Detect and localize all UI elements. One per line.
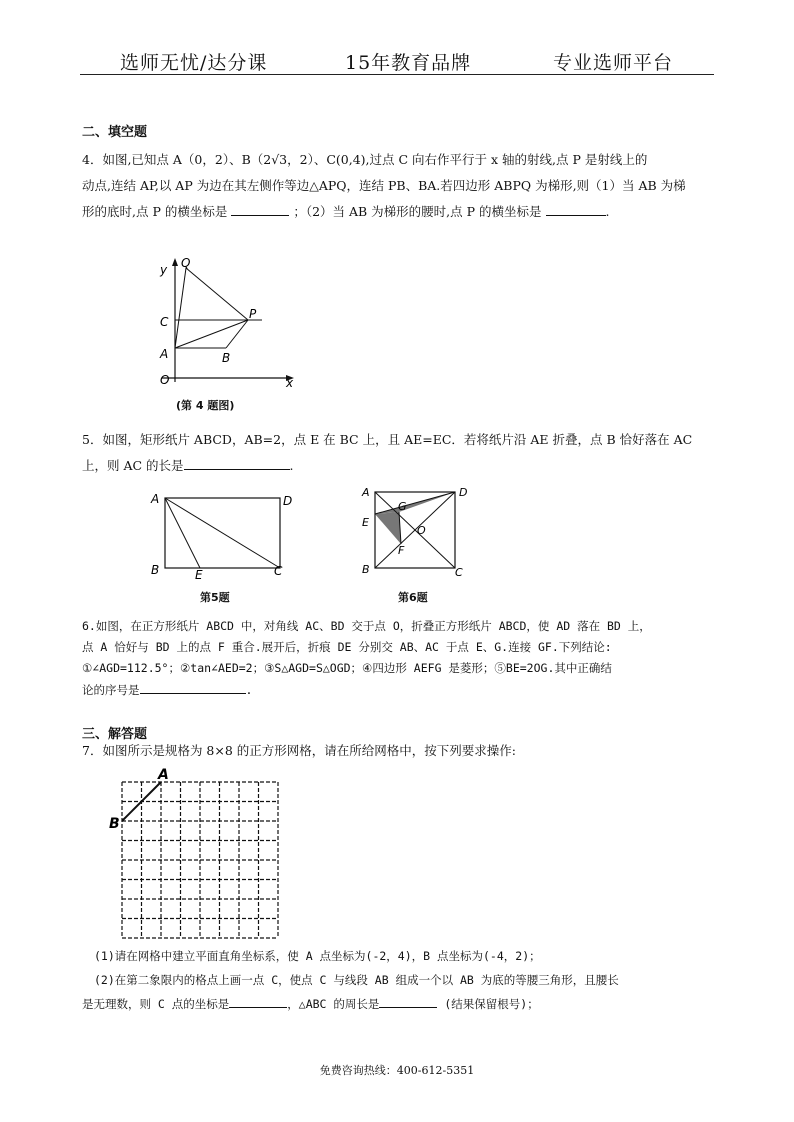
q6-line4 xyxy=(82,679,722,701)
q7-subquestions xyxy=(82,944,722,1016)
y-axis-arrow-icon xyxy=(172,258,178,266)
q6-figure-caption: 第6题 xyxy=(398,591,428,604)
header-slogan: 15年教育品牌 xyxy=(345,52,472,74)
label-o: O xyxy=(417,524,426,537)
q7-answer-blank-c[interactable] xyxy=(229,993,287,1008)
label-o: O xyxy=(160,373,170,387)
q5-line2-part1: 上，则 AC 的长是 xyxy=(82,458,184,473)
label-a: A xyxy=(158,767,169,783)
q5-line1: 5．如图，矩形纸片 ABCD，AB=2，点 E 在 BC 上，且 AE=EC．若将纸片沿 AE 折叠，点 B 恰好落在 AC xyxy=(82,432,693,447)
q5-line2-end: . xyxy=(289,458,294,473)
q6-line2: 点 A 恰好与 BD 上的点 F 重合.展开后，折痕 DE 分别交 AB、AC 于点 E、G.连接 GF.下列结论: xyxy=(82,640,612,654)
segment-qa xyxy=(175,268,186,348)
q6-text xyxy=(82,616,722,701)
q4-answer-blank-1[interactable] xyxy=(231,201,289,216)
label-e: E xyxy=(195,568,203,582)
label-a: A xyxy=(151,492,160,506)
q4-figure xyxy=(150,252,310,392)
q7-grid xyxy=(105,765,285,945)
label-b: B xyxy=(109,816,120,832)
q4-line3-part1: 形的底时,点 P 的横坐标是 xyxy=(82,204,228,219)
q6-line4-part1: 论的序号是 xyxy=(82,683,140,697)
q4-line3 xyxy=(82,199,722,225)
footer-hotline: 免费咨询热线：400-612-5351 xyxy=(319,1064,475,1077)
shaded-triangle-bottom xyxy=(375,512,401,544)
q7-line1: 7．如图所示是规格为 8×8 的正方形网格，请在所给网格中，按下列要求操作: xyxy=(82,743,516,758)
q4-line1: 4．如图,已知点 A（0，2）、B（2√3，2）、C(0,4),过点 C 向右作平行于 x 轴的射线,点 P 是射线上的 xyxy=(82,152,648,167)
label-a: A xyxy=(362,486,370,499)
q7-sub1: (1)请在网格中建立平面直角坐标系，使 A 点坐标为(-2，4)，B 点坐标为(-4，2)； xyxy=(94,949,541,963)
q6-figure xyxy=(356,480,476,580)
q4-line3-part2: ；（2）当 AB 为梯形的腰时,点 P 的横坐标是 xyxy=(293,204,542,219)
label-e: E xyxy=(362,516,369,529)
q5-text xyxy=(82,427,722,479)
q4-line2: 动点,连结 AP,以 AP 为边在其左侧作等边△APQ，连结 PB、BA.若四边形 ABPQ 为梯形,则（1）当 AB 为梯 xyxy=(82,178,686,193)
label-q: Q xyxy=(181,256,191,270)
q5-figure xyxy=(145,486,295,582)
section-title-fill-in: 二、填空题 xyxy=(82,125,148,140)
label-c: C xyxy=(274,564,283,578)
header-brand: 选师无忧/达分课 xyxy=(120,52,268,74)
q7-answer-blank-perimeter[interactable] xyxy=(379,993,437,1008)
q5-figure-caption: 第5题 xyxy=(200,591,230,604)
label-b: B xyxy=(362,563,370,576)
segment-qp xyxy=(186,268,248,320)
label-p: P xyxy=(249,307,257,321)
q4-text xyxy=(82,147,722,225)
q4-line3-end: . xyxy=(605,204,610,219)
label-x: x xyxy=(286,376,294,390)
q4-figure-caption: (第 4 题图) xyxy=(176,399,235,412)
q7-sub2-part3: (结果保留根号)； xyxy=(444,997,539,1011)
label-c: C xyxy=(455,566,463,579)
label-d: D xyxy=(459,486,468,499)
label-y: y xyxy=(160,263,168,277)
label-b: B xyxy=(151,563,160,577)
q4-answer-blank-2[interactable] xyxy=(546,201,606,216)
label-a: A xyxy=(160,347,169,361)
label-g: G xyxy=(398,500,407,513)
q7-sub2-part1: 是无理数，则 C 点的坐标是 xyxy=(82,997,230,1011)
section-title-answer: 三、解答题 xyxy=(82,727,148,742)
grid-lines xyxy=(122,782,278,938)
q7-sub2-line2 xyxy=(82,992,722,1016)
label-d: D xyxy=(283,494,293,508)
q6-answer-blank[interactable] xyxy=(140,679,246,694)
label-f: F xyxy=(398,544,405,557)
label-c: C xyxy=(160,315,169,329)
q6-line4-end: . xyxy=(245,683,253,697)
q7-sub2-part2: ，△ABC 的周长是 xyxy=(287,997,380,1011)
q5-line2 xyxy=(82,453,722,479)
q7-sub2-line1: (2)在第二象限内的格点上画一点 C，使点 C 与线段 AB 组成一个以 AB 为底的等腰三角形，且腰长 xyxy=(94,973,619,987)
q5-answer-blank[interactable] xyxy=(184,455,290,470)
label-b: B xyxy=(222,351,231,365)
q6-line1: 6.如图，在正方形纸片 ABCD 中，对角线 AC、BD 交于点 O，折叠正方形纸片 ABCD，使 AD 落在 BD 上， xyxy=(82,619,651,633)
header-rule xyxy=(80,74,714,75)
header-platform: 专业选师平台 xyxy=(553,52,674,74)
q6-line3: ①∠AGD=112.5°；②tan∠AED=2；③S△AGD=S△OGD；④四边形 AEFG 是菱形；⑤BE=2OG.其中正确结 xyxy=(82,661,612,675)
